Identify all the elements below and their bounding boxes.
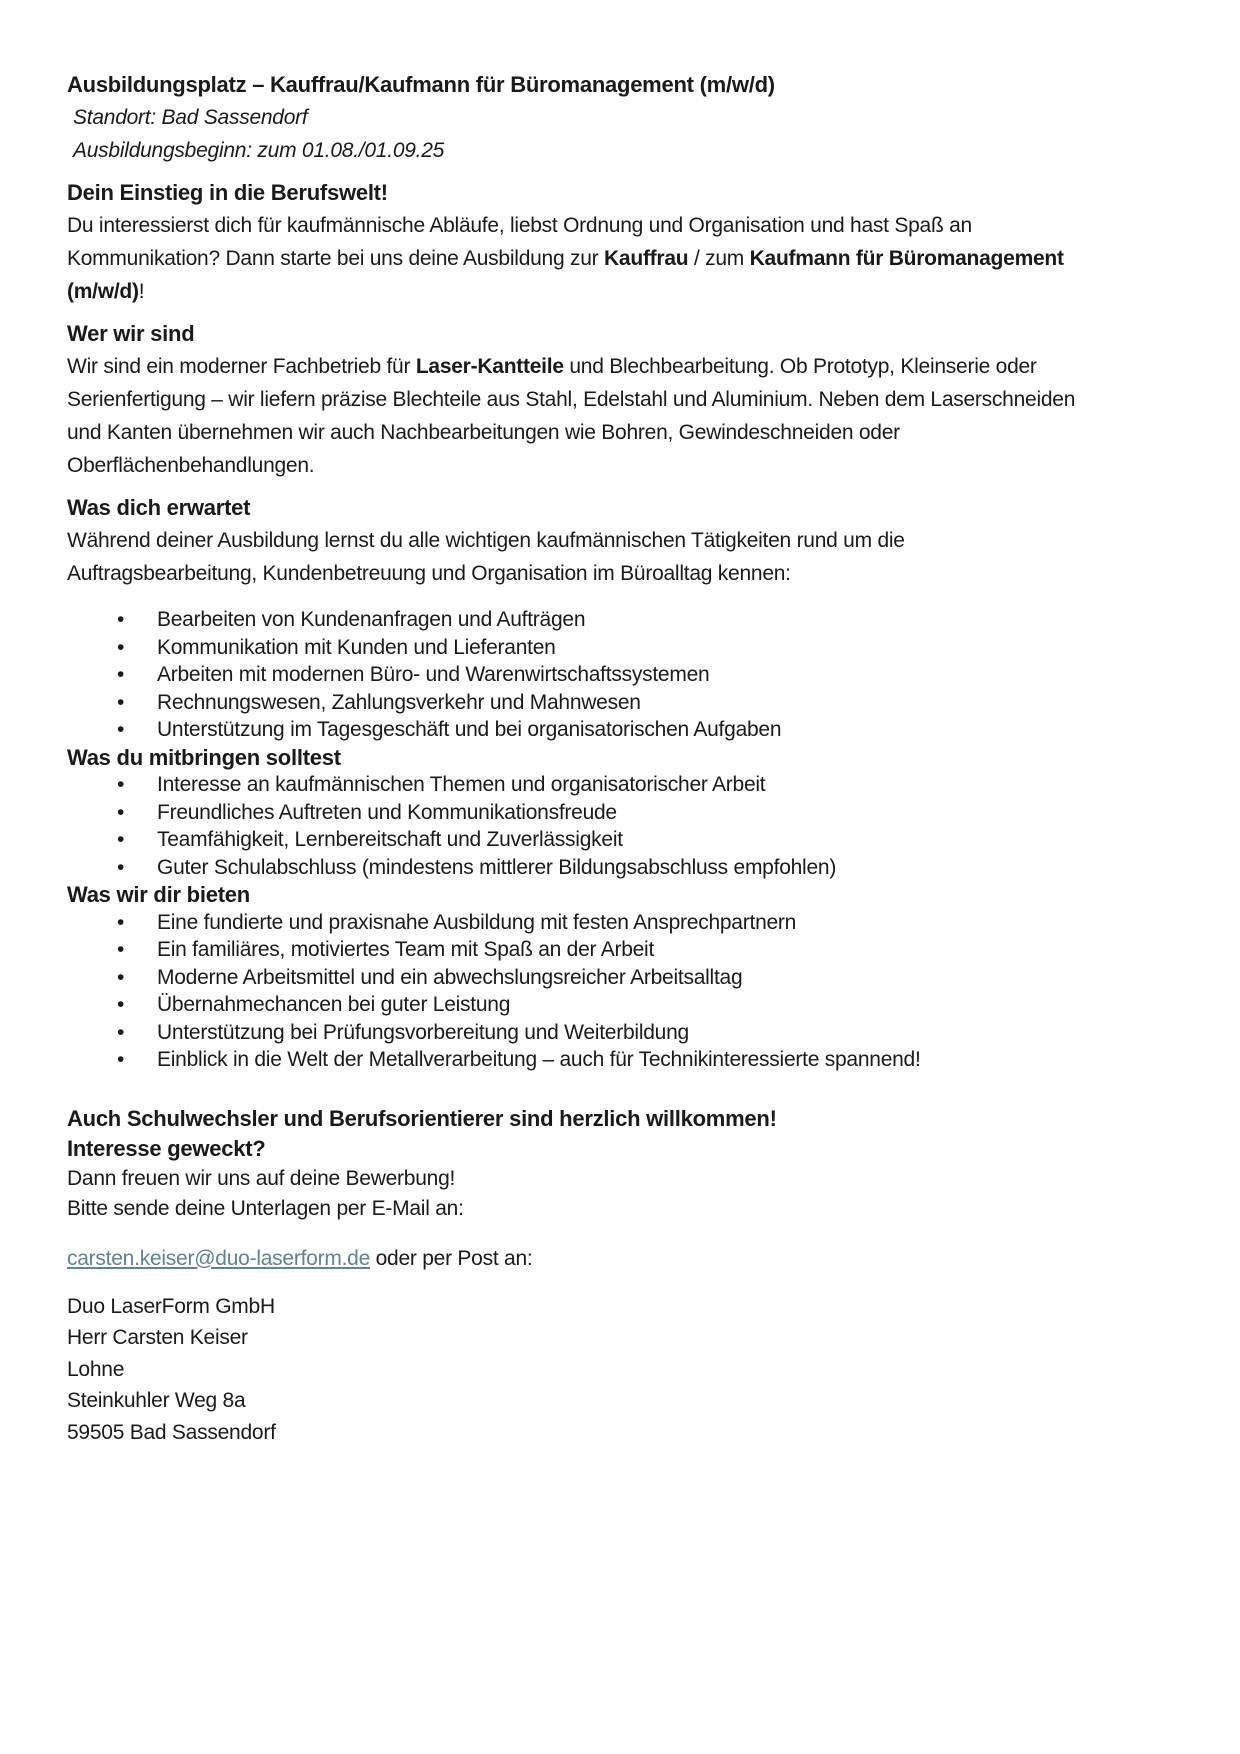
benefits-list <box>67 909 1097 1074</box>
post-instruction: oder per Post an: <box>370 1246 533 1270</box>
application-line: Dann freuen wir uns auf deine Bewerbung! <box>67 1166 456 1190</box>
intro-text-3: ! <box>138 280 145 303</box>
requirements-heading: Was du mitbringen solltest <box>67 744 341 770</box>
list-item: • Freundliches Auftreten und Kommunikationsfreude <box>67 799 1097 827</box>
about-paragraph <box>67 350 1097 482</box>
list-item: • Rechnungswesen, Zahlungsverkehr und Mahnwesen <box>67 689 1097 717</box>
address-company: Duo LaserForm GmbH <box>67 1294 275 1318</box>
send-instruction: Bitte sende deine Unterlagen per E-Mail an: <box>67 1196 464 1220</box>
address-contact: Herr Carsten Keiser <box>67 1326 248 1349</box>
list-item: • Ein familiäres, motiviertes Team mit Spaß an der Arbeit <box>67 936 1097 964</box>
list-item: • Teamfähigkeit, Lernbereitschaft und Zuverlässigkeit <box>67 826 1097 854</box>
expectations-heading: Was dich erwartet <box>67 495 251 520</box>
list-item: • Unterstützung bei Prüfungsvorbereitung und Weiterbildung <box>67 1019 1097 1047</box>
about-heading: Wer wir sind <box>67 321 195 346</box>
list-item: • Arbeiten mit modernen Büro- und Warenwirtschaftssystemen <box>67 661 1097 689</box>
address-block <box>67 1291 1097 1449</box>
list-item: • Eine fundierte und praxisnahe Ausbildung mit festen Ansprechpartnern <box>67 909 1097 937</box>
welcome-note: Auch Schulwechsler und Berufsorientierer sind herzlich willkommen! <box>67 1105 777 1131</box>
benefits-heading: Was wir dir bieten <box>67 882 250 907</box>
list-item: • Bearbeiten von Kundenanfragen und Aufträgen <box>67 606 1097 634</box>
intro-bold-kaufmann: Kaufmann für Büromanagement (m/w/d) <box>67 247 1064 303</box>
intro-bold-kauffrau: Kauffrau <box>604 247 689 270</box>
address-city: 59505 Bad Sassendorf <box>67 1420 276 1444</box>
list-item: • Unterstützung im Tagesgeschäft und bei organisatorischen Aufgaben <box>67 716 1097 744</box>
expectations-intro: Während deiner Ausbildung lernst du alle wichtigen kaufmännischen Tätigkeiten rund um die Auftragsbearbeitung, Kundenbetreuung und Organisation im Büroalltag kennen: <box>67 529 905 585</box>
interest-prompt: Interesse geweckt? <box>67 1135 266 1161</box>
list-item: • Kommunikation mit Kunden und Lieferanten <box>67 634 1097 662</box>
email-link[interactable]: carsten.keiser@duo-laserform.de <box>67 1246 371 1270</box>
about-text-2: und Blechbearbeitung. Ob Prototyp, Kleinserie oder Serienfertigung – wir liefern präzise Blechteile aus Stahl, Edelstahl und Aluminium. Neben dem Laserschneiden und Kanten übernehmen wir auch Nachbearbeitungen wie Bohren, Gewindeschneiden oder Oberflächenbehandlungen. <box>67 355 1076 477</box>
document-content <box>67 68 1097 1448</box>
requirements-list <box>67 771 1097 881</box>
job-location: Standort: Bad Sassendorf <box>73 106 308 129</box>
list-item: • Guter Schulabschluss (mindestens mittlerer Bildungsabschluss empfohlen) <box>67 854 1097 882</box>
about-bold-laser-kantteile: Laser-Kantteile <box>415 355 564 378</box>
intro-heading: Dein Einstieg in die Berufswelt! <box>67 180 388 205</box>
intro-text-1: Du interessierst dich für kaufmännische Abläufe, liebst Ordnung und Organisation und hast Spaß an Kommunikation? Dann starte bei uns deine Ausbildung zur <box>67 214 972 270</box>
email-line <box>67 1244 1097 1274</box>
job-title: Ausbildungsplatz – Kauffrau/Kaufmann für Büromanagement (m/w/d) <box>67 72 775 97</box>
intro-text-2: / zum <box>688 247 750 270</box>
list-item: • Moderne Arbeitsmittel und ein abwechslungsreicher Arbeitsalltag <box>67 964 1097 992</box>
list-item: • Übernahmechancen bei guter Leistung <box>67 991 1097 1019</box>
job-start-date: Ausbildungsbeginn: zum 01.08./01.09.25 <box>73 139 445 162</box>
address-street: Steinkuhler Weg 8a <box>67 1389 246 1412</box>
intro-paragraph <box>67 209 1097 308</box>
address-district: Lohne <box>67 1357 125 1381</box>
expectations-list <box>67 606 1097 744</box>
list-item: • Einblick in die Welt der Metallverarbeitung – auch für Technikinteressierte spannend! <box>67 1046 1097 1074</box>
list-item: • Interesse an kaufmännischen Themen und organisatorischer Arbeit <box>67 771 1097 799</box>
about-text-1: Wir sind ein moderner Fachbetrieb für <box>67 355 416 378</box>
